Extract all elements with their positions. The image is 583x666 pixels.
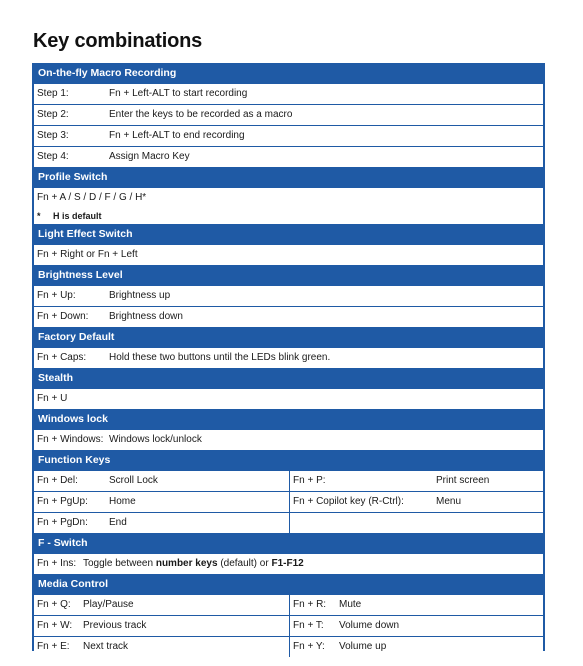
desc-text: (default) or [217,558,272,569]
table-row [34,84,543,104]
key-combo: Fn + A / S / D / F / G / H* [37,192,147,203]
section-header-media: Media Control [38,578,108,590]
section-header-windows-lock: Windows lock [38,413,108,425]
table-row [34,126,543,146]
key-description: Scroll Lock [109,475,158,486]
key-description: Fn + Left-ALT to start recording [109,88,248,99]
section-header-profile: Profile Switch [38,171,108,183]
key-label: Fn + Ins: [37,558,77,569]
section-header-brightness: Brightness Level [38,269,123,281]
key-combinations-table [32,63,545,651]
table-cell-right [289,637,544,657]
footnote-row [34,208,543,224]
table-row [34,637,543,657]
table-cell-left [34,637,288,657]
key-label: Step 1: [37,88,69,99]
key-combo: Fn + Right or Fn + Left [37,249,138,260]
table-cell-right [289,471,544,491]
section-header-function-keys: Function Keys [38,454,111,466]
key-description: Enter the keys to be recorded as a macro [109,109,293,120]
key-description: Brightness down [109,311,183,322]
key-label: Step 2: [37,109,69,120]
key-description: Play/Pause [83,599,134,610]
key-label: Fn + E: [37,641,70,652]
page-title: Key combinations [33,30,203,52]
desc-bold-number-keys: number keys [155,558,218,569]
footnote-marker: * [37,211,41,221]
section-header-macro: On-the-fly Macro Recording [38,67,177,79]
key-label: Fn + Q: [37,599,71,610]
table-row [34,513,543,533]
section-header-stealth: Stealth [38,372,74,384]
table-row [34,307,543,327]
table-row [34,492,543,512]
table-cell-right [289,595,544,615]
section-header-light: Light Effect Switch [38,228,133,240]
key-label: Fn + Down: [37,311,89,322]
key-description: Previous track [83,620,147,631]
key-label: Fn + W: [37,620,73,631]
key-description: Assign Macro Key [109,151,190,162]
key-description: End [109,517,127,528]
key-label: Fn + Del: [37,475,78,486]
key-label: Fn + PgUp: [37,496,88,507]
section-header-factory: Factory Default [38,331,115,343]
key-description: Volume up [339,641,387,652]
key-description: Menu [436,496,462,507]
key-description: Brightness up [109,290,171,301]
key-label: Fn + P: [293,475,326,486]
key-description: Volume down [339,620,400,631]
table-cell-left [34,513,288,533]
key-label: Fn + Up: [37,290,76,301]
key-description: Mute [339,599,362,610]
footnote-text: H is default [53,211,102,221]
table-row [34,389,543,409]
section-header-f-switch: F - Switch [38,537,88,549]
key-description: Print screen [436,475,490,486]
key-label: Step 3: [37,130,69,141]
key-description: Fn + Left-ALT to end recording [109,130,245,141]
table-row [34,616,543,636]
key-label: Step 4: [37,151,69,162]
key-label: Fn + R: [293,599,327,610]
table-cell-left [34,492,288,512]
table-row [34,286,543,306]
table-cell-left [34,471,288,491]
table-row [34,105,543,125]
key-description: Home [109,496,136,507]
table-cell-left [34,616,288,636]
table-row [34,554,543,574]
key-label: Fn + Caps: [37,352,87,363]
table-row [34,471,543,491]
key-description: Windows lock/unlock [109,434,202,445]
table-cell-right [289,616,544,636]
table-row [34,348,543,368]
desc-bold-f1-f12: F1-F12 [271,558,304,569]
key-label: Fn + Copilot key (R-Ctrl): [293,496,404,507]
table-row [34,147,543,167]
table-cell-right-empty [289,513,544,533]
table-row [34,188,543,208]
table-cell-left [34,595,288,615]
table-cell-right [289,492,544,512]
key-label: Fn + PgDn: [37,517,88,528]
table-row [34,430,543,450]
key-description [83,554,304,574]
key-combo: Fn + U [37,393,68,404]
key-label: Fn + Y: [293,641,325,652]
key-description: Hold these two buttons until the LEDs blink green. [109,352,331,363]
desc-text: Toggle between [83,558,156,569]
key-description: Next track [83,641,129,652]
key-label: Fn + Windows: [37,434,104,445]
key-label: Fn + T: [293,620,324,631]
table-row [34,245,543,265]
table-row [34,595,543,615]
